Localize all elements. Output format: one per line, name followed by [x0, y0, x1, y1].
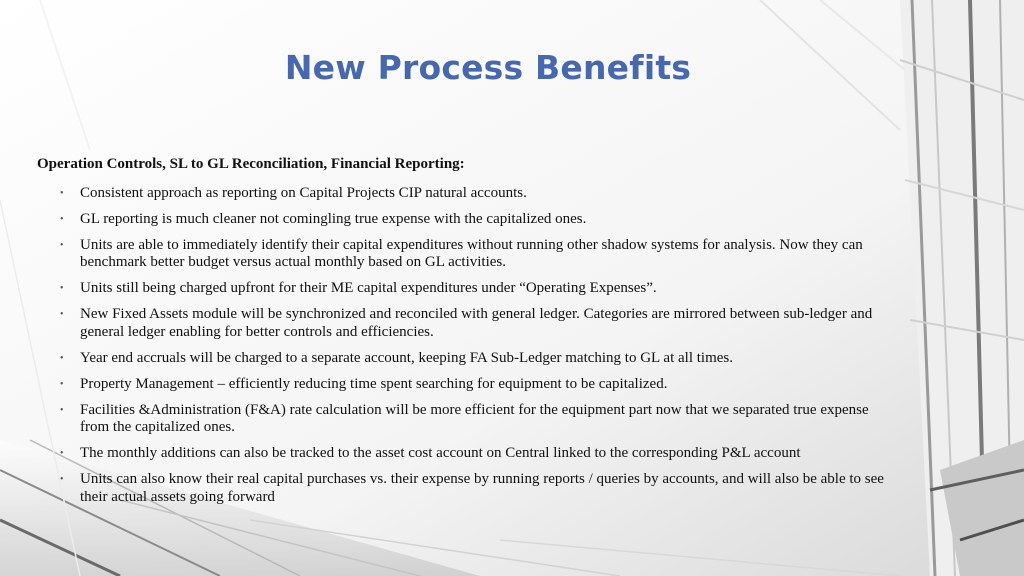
list-item-text: Units are able to immediately identify their capital expenditures without running other shadow systems for analysis. Now they can benchmark better budget versus actual monthly based on GL activities.: [80, 236, 863, 270]
list-item-text: Units still being charged upfront for their ME capital expenditures under “Operating Expenses”.: [80, 280, 657, 296]
list-item: [37, 306, 897, 341]
bullet-icon: •: [60, 283, 64, 294]
list-item-text: Year end accruals will be charged to a separate account, keeping FA Sub-Ledger matching to GL at all times.: [80, 349, 733, 366]
bullet-icon: •: [60, 404, 64, 416]
bullet-icon: •: [60, 448, 64, 459]
bullet-list: [37, 185, 897, 507]
bullet-icon: •: [60, 213, 64, 225]
list-item: [37, 211, 897, 229]
list-item-text: Property Management – efficiently reducing time spent searching for equipment to be capitalized.: [80, 375, 668, 392]
list-item-text: The monthly additions can also be tracked to the asset cost account on Central linked to the corresponding P&L account: [80, 445, 801, 461]
list-item: [37, 237, 897, 272]
list-item-text: Units can also know their real capital purchases vs. their expense by running reports / queries by accounts, and will also be able to see their actual assets going forward: [80, 471, 884, 505]
list-item-text: New Fixed Assets module will be synchronized and reconciled with general ledger. Categories are mirrored between sub-ledger and general ledger enabling for better controls and efficiencies.: [80, 306, 873, 340]
list-item: [37, 402, 897, 437]
bullet-icon: •: [60, 187, 64, 199]
section-heading: Operation Controls, SL to GL Reconciliation, Financial Reporting:: [37, 156, 465, 172]
slide-title: New Process Benefits: [284, 48, 692, 87]
bullet-icon: •: [60, 352, 64, 364]
bullet-icon: •: [60, 239, 64, 251]
list-item: [37, 445, 897, 463]
list-item-text: Facilities &Administration (F&A) rate calculation will be more efficient for the equipment part now that we separated true expense from the capitalized ones.: [80, 401, 869, 435]
bullet-icon: •: [60, 309, 64, 320]
bullet-icon: •: [60, 378, 64, 390]
list-item: [37, 350, 897, 368]
list-item: [37, 185, 897, 203]
list-item-text: Consistent approach as reporting on Capital Projects CIP natural accounts.: [80, 184, 527, 201]
list-item-text: GL reporting is much cleaner not comingling true expense with the capitalized ones.: [80, 210, 587, 227]
list-item: [37, 471, 897, 506]
list-item: [37, 376, 897, 394]
bullet-icon: •: [60, 474, 64, 485]
list-item: [37, 280, 897, 298]
slide-body: [37, 156, 897, 515]
